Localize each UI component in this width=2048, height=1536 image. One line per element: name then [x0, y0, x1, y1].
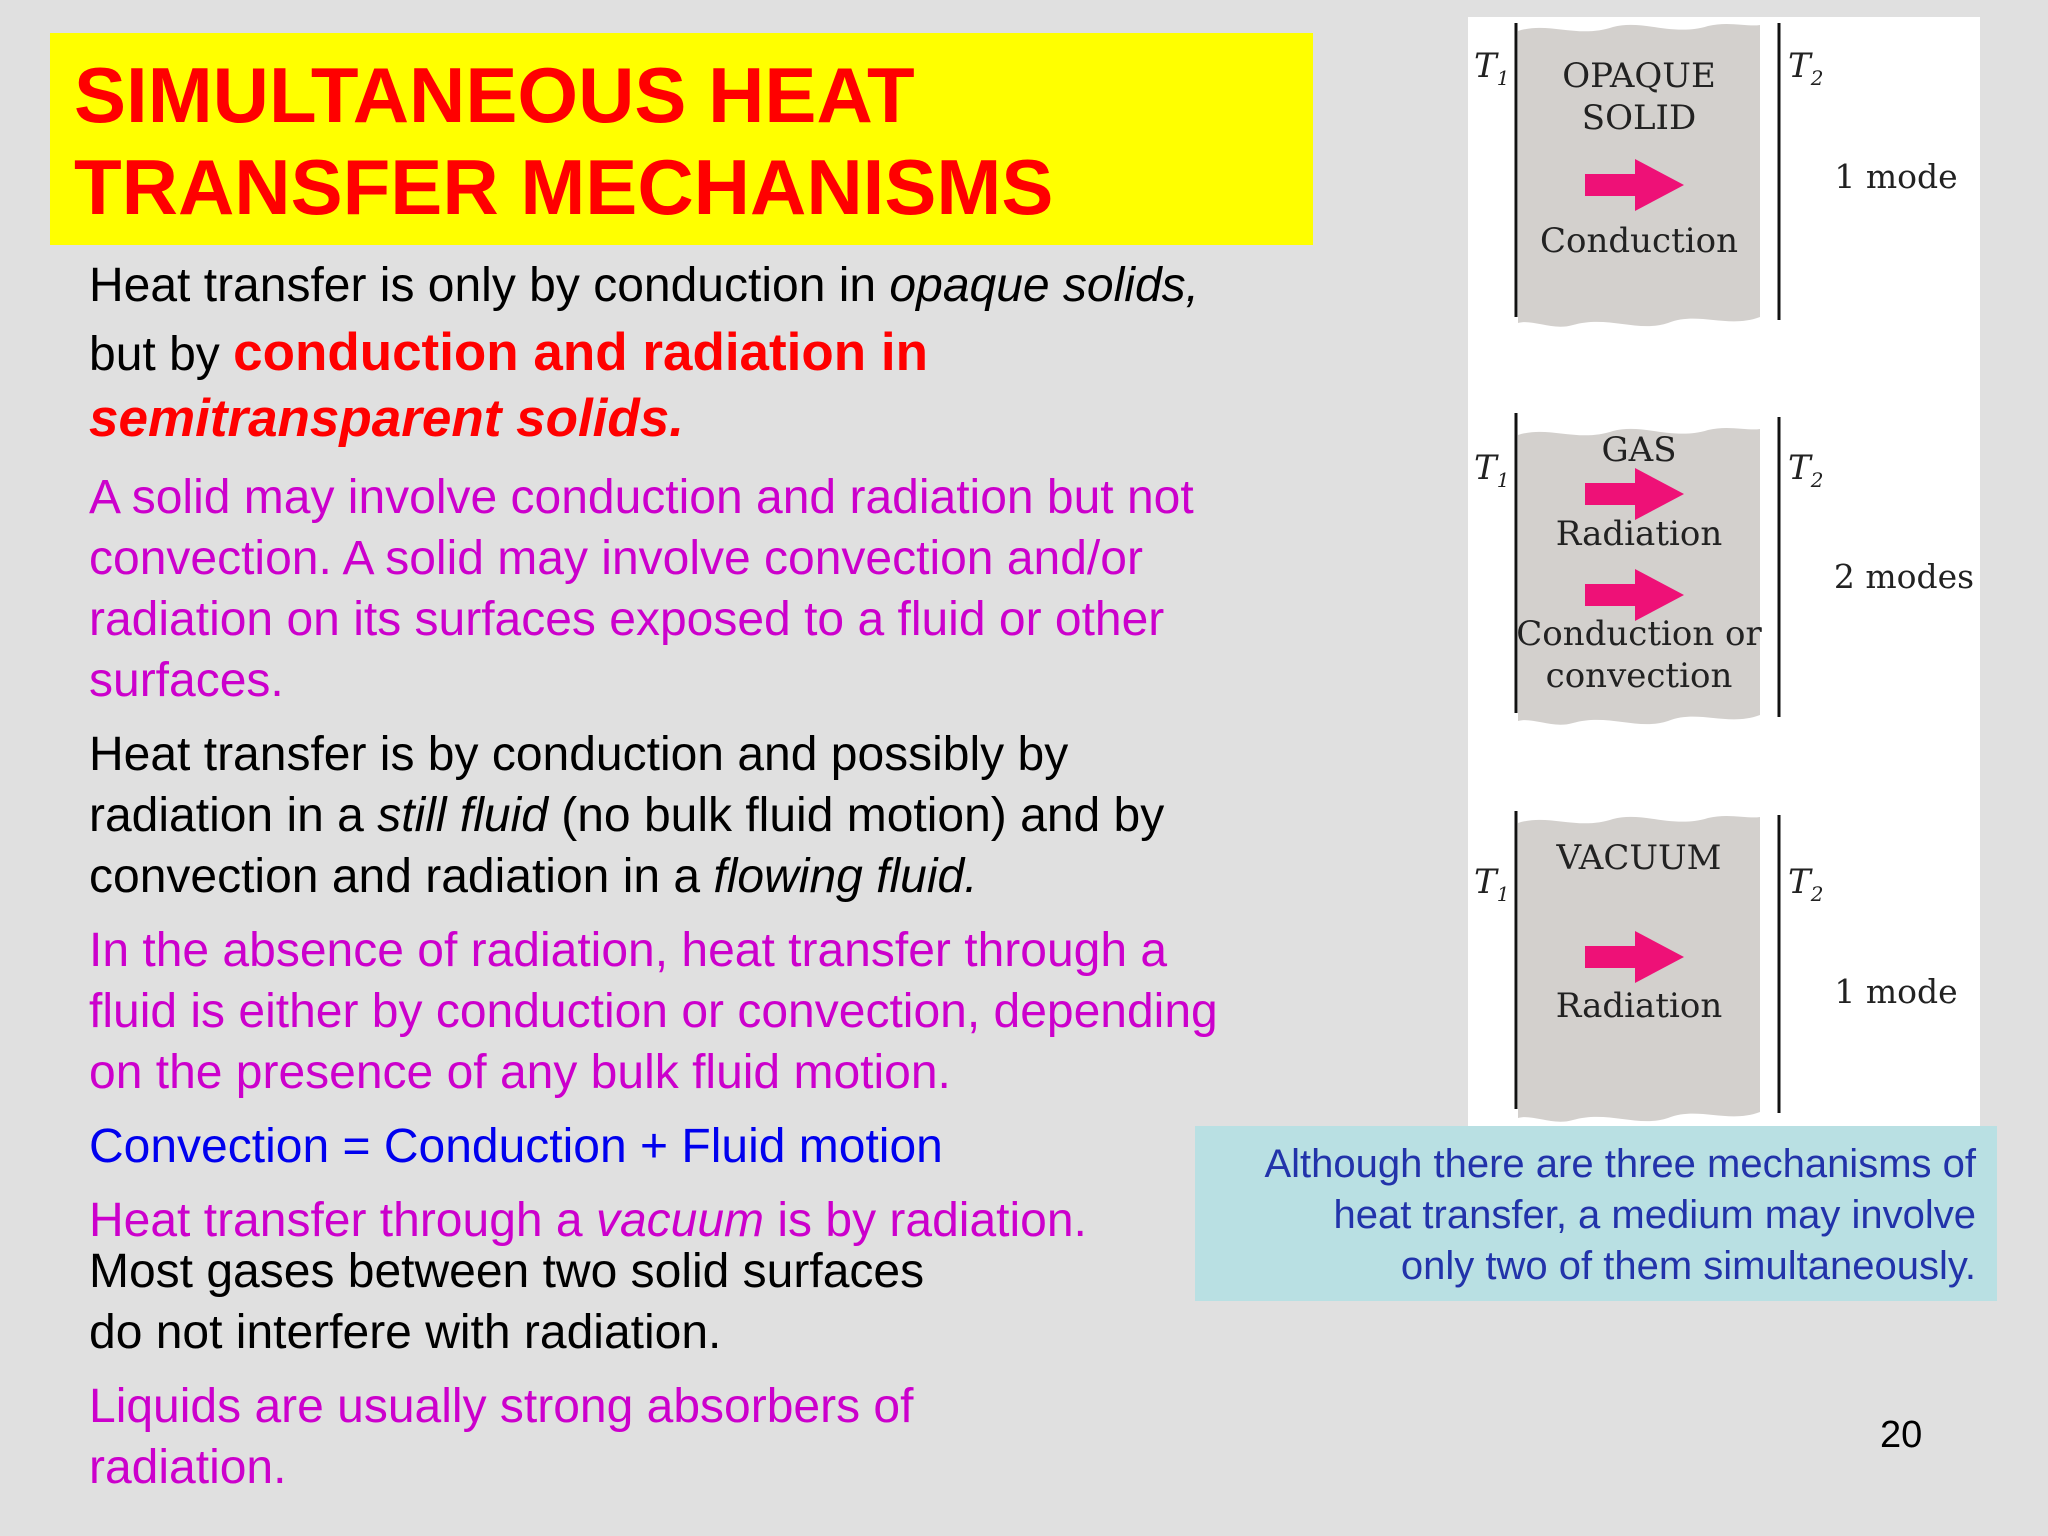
body-p3-line-3 — [89, 850, 978, 903]
body-p6-line — [89, 1194, 1087, 1247]
caption-line-3: only two of them simultaneously. — [1400, 1244, 1976, 1288]
figure-caption-box — [1195, 1126, 1997, 1301]
p6-vacuum: vacuum — [595, 1194, 765, 1247]
p3-text-a: radiation in a — [89, 789, 378, 842]
p3-still-fluid: still fluid — [377, 789, 548, 842]
body-p1-line-3 — [89, 389, 684, 448]
panel1-medium-line2: SOLID — [1581, 98, 1697, 138]
panel1-modes-label: 1 mode — [1834, 157, 1958, 196]
panel2-modes-label: 2 modes — [1833, 557, 1975, 596]
body-p1-line-1 — [89, 259, 1199, 312]
body-p3-line-1: Heat transfer is by conduction and possibly by — [89, 728, 1069, 781]
panel3-modes-label: 1 mode — [1834, 972, 1958, 1011]
panel3-t2-label: $T_2$ — [1788, 862, 1824, 906]
heat-transfer-modes-figure — [1468, 17, 1980, 1129]
body-p2-line-1: A solid may involve conduction and radiation but not — [89, 471, 1194, 524]
body-p7-line-1: Most gases between two solid surfaces — [89, 1245, 925, 1298]
panel3-t1-label: $T_1$ — [1474, 862, 1510, 906]
body-p2-line-2: convection. A solid may involve convection and/or — [89, 532, 1143, 585]
panel2-t2-label: $T_2$ — [1788, 448, 1824, 492]
body-p8-line-1: Liquids are usually strong absorbers of — [89, 1380, 914, 1433]
panel2-t1-label: $T_1$ — [1474, 448, 1510, 492]
slide-title-line-1: SIMULTANEOUS HEAT — [74, 51, 915, 139]
body-p7-line-2: do not interfere with radiation. — [89, 1306, 722, 1359]
panel1-t1-label: $T_1$ — [1474, 46, 1510, 90]
p3-text-d: convection and radiation in a — [89, 850, 714, 903]
panel2-arrow2-label-line2: convection — [1545, 656, 1733, 696]
convection-equation: Convection = Conduction + Fluid motion — [89, 1120, 943, 1173]
p6-text-a: Heat transfer through a — [89, 1194, 596, 1247]
body-p2-line-3: radiation on its surfaces exposed to a fluid or other — [89, 593, 1165, 646]
body-p2-line-4: surfaces. — [89, 654, 284, 707]
body-p3-line-2 — [89, 789, 1165, 842]
panel3-medium: VACUUM — [1556, 838, 1722, 878]
body-p8-line-2: radiation. — [89, 1441, 287, 1494]
p1-emphasis-conduction-radiation: conduction and radiation in — [233, 323, 928, 382]
page-number: 20 — [1880, 1414, 1923, 1456]
caption-line-2: heat transfer, a medium may involve — [1333, 1193, 1976, 1237]
p3-flowing-fluid: flowing fluid. — [713, 850, 978, 903]
p1-text-c: but by — [89, 328, 234, 381]
caption-line-1: Although there are three mechanisms of — [1264, 1142, 1976, 1186]
p6-text-c: is by radiation. — [764, 1194, 1087, 1247]
p3-text-c: (no bulk fluid motion) and by — [547, 789, 1165, 842]
body-p4-line-3: on the presence of any bulk fluid motion. — [89, 1046, 951, 1099]
p1-text-opaque-solids: opaque solids, — [889, 259, 1199, 312]
panel2-arrow1-label: Radiation — [1555, 514, 1723, 554]
body-p4-line-2: fluid is either by conduction or convection, depending — [89, 985, 1218, 1038]
panel3-arrow-label: Radiation — [1555, 986, 1723, 1026]
body-p1-line-2 — [89, 323, 928, 382]
panel2-arrow2-label-line1: Conduction or — [1516, 614, 1762, 654]
panel1-arrow-label: Conduction — [1540, 221, 1738, 261]
p1-text-a: Heat transfer is only by conduction in — [89, 259, 890, 312]
figure-svg — [1468, 17, 1980, 1129]
panel2-medium: GAS — [1601, 430, 1677, 470]
slide-title-line-2: TRANSFER MECHANISMS — [74, 143, 1054, 231]
p1-emphasis-semitransparent: semitransparent solids. — [89, 389, 684, 448]
panel1-medium-line1: OPAQUE — [1562, 56, 1716, 96]
body-p4-line-1: In the absence of radiation, heat transfer through a — [89, 924, 1168, 977]
panel1-t2-label: $T_2$ — [1788, 46, 1824, 90]
